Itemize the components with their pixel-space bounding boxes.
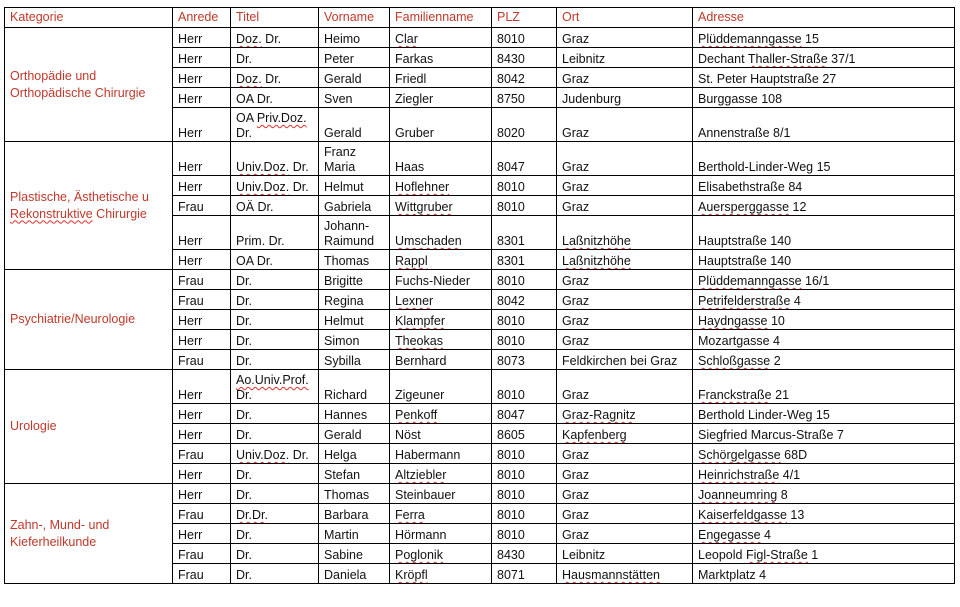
- cell-familienname: Friedl: [390, 68, 492, 88]
- cell-adresse: Joanneumring 8: [693, 484, 955, 504]
- cell-vorname: Regina: [319, 290, 390, 310]
- spellcheck-word: Auersperggasse: [698, 200, 790, 214]
- cell-titel: Dr.: [231, 404, 319, 424]
- cell-ort: Graz: [557, 196, 693, 216]
- spellcheck-word: Thaller-Straße: [747, 52, 828, 66]
- spellcheck-word: Poglonik: [395, 548, 443, 562]
- cell-adresse: Dechant Thaller-Straße 37/1: [693, 48, 955, 68]
- cell-vorname: Gerald: [319, 108, 390, 142]
- cell-ort: Graz: [557, 290, 693, 310]
- cell-vorname: Heimo: [319, 28, 390, 48]
- cell-titel: Doz. Dr.: [231, 28, 319, 48]
- cell-titel: Dr.: [231, 48, 319, 68]
- cell-anrede: Frau: [173, 270, 231, 290]
- cell-familienname: [390, 250, 492, 270]
- cell-ort: [557, 564, 693, 584]
- cell-plz: 8301: [492, 250, 557, 270]
- spellcheck-word: Priv.Doz.: [256, 111, 307, 125]
- cell-familienname: Fuchs-Nieder: [390, 270, 492, 290]
- header-ort: Ort: [557, 8, 693, 28]
- cell-anrede: Herr: [173, 28, 231, 48]
- spellcheck-word: Schörgelgasse: [698, 448, 781, 462]
- header-kategorie: Kategorie: [5, 8, 173, 28]
- category-cell: Zahn-, Mund- und Kieferheilkunde: [5, 484, 173, 584]
- cell-anrede: Herr: [173, 250, 231, 270]
- cell-plz: 8010: [492, 484, 557, 504]
- cell-anrede: Herr: [173, 484, 231, 504]
- spellcheck-word: Doz.: [236, 72, 262, 86]
- spellcheck-word: Laßnitzhöhe: [562, 254, 631, 268]
- doctors-table: [4, 7, 955, 584]
- cell-ort: Graz: [557, 484, 693, 504]
- cell-adresse: Franckstraße 21: [693, 370, 955, 404]
- spellcheck-word: Laßnitzhöhe: [562, 234, 631, 248]
- cell-familienname: [390, 28, 492, 48]
- cell-adresse: Burggasse 108: [693, 88, 955, 108]
- cell-adresse: Schloßgasse 2: [693, 350, 955, 370]
- cell-anrede: Herr: [173, 88, 231, 108]
- cell-familienname: Hörmann: [390, 524, 492, 544]
- cell-familienname: [390, 464, 492, 484]
- header-plz: PLZ: [492, 8, 557, 28]
- cell-familienname: [390, 564, 492, 584]
- cell-titel: Dr.: [231, 350, 319, 370]
- spellcheck-word: Ferra: [395, 508, 425, 522]
- cell-titel: Dr.: [231, 544, 319, 564]
- cell-familienname: [390, 404, 492, 424]
- cell-vorname: Sven: [319, 88, 390, 108]
- cell-adresse: Heinrichstraße 4/1: [693, 464, 955, 484]
- cell-ort: [557, 404, 693, 424]
- cell-titel: Doz. Dr.: [231, 68, 319, 88]
- cell-plz: 8430: [492, 48, 557, 68]
- cell-titel: Univ.Doz. Dr.: [231, 176, 319, 196]
- cell-adresse: Marktplatz 4: [693, 564, 955, 584]
- cell-adresse: Petrifelderstraße 4: [693, 290, 955, 310]
- cell-titel: Ao.Univ.Prof. Dr.: [231, 370, 319, 404]
- cell-adresse: Berthold Linder-Weg 15: [693, 404, 955, 424]
- cell-familienname: Habermann: [390, 444, 492, 464]
- cell-vorname: Thomas: [319, 250, 390, 270]
- cell-ort: Graz: [557, 504, 693, 524]
- cell-anrede: Herr: [173, 370, 231, 404]
- header-anrede: Anrede: [173, 8, 231, 28]
- spellcheck-word: Altziebler: [395, 468, 447, 482]
- cell-titel: OÄ Dr.: [231, 196, 319, 216]
- spellcheck-word: Joanneumring: [698, 488, 778, 502]
- cell-ort: Leibnitz: [557, 544, 693, 564]
- cell-familienname: Gruber: [390, 108, 492, 142]
- spellcheck-word: Lexner: [395, 294, 434, 308]
- cell-ort: Graz: [557, 28, 693, 48]
- spellcheck-word: Hoflehner: [395, 180, 450, 194]
- cell-plz: 8042: [492, 290, 557, 310]
- table-row: [5, 142, 955, 176]
- cell-familienname: [390, 330, 492, 350]
- cell-anrede: Frau: [173, 504, 231, 524]
- cell-plz: 8047: [492, 404, 557, 424]
- cell-titel: Dr.: [231, 290, 319, 310]
- cell-vorname: Gabriela: [319, 196, 390, 216]
- spellcheck-word: Petrifelderstraße: [698, 294, 791, 308]
- cell-anrede: Herr: [173, 216, 231, 250]
- cell-anrede: Herr: [173, 68, 231, 88]
- cell-titel: Dr.: [231, 564, 319, 584]
- header-adresse: Adresse: [693, 8, 955, 28]
- spellcheck-word: Franckstraße: [698, 388, 772, 402]
- cell-plz: 8010: [492, 464, 557, 484]
- cell-vorname: Brigitte: [319, 270, 390, 290]
- spellcheck-word: Haydngasse: [698, 314, 768, 328]
- cell-anrede: Frau: [173, 350, 231, 370]
- cell-anrede: Herr: [173, 176, 231, 196]
- header-row: [5, 8, 955, 28]
- category-cell: Plastische, Ästhetische u Rekonstruktive Chirurgie: [5, 142, 173, 270]
- cell-adresse: Haydngasse 10: [693, 310, 955, 330]
- cell-plz: 8047: [492, 142, 557, 176]
- cell-ort: Leibnitz: [557, 48, 693, 68]
- spellcheck-word: Engegasse: [698, 528, 761, 542]
- cell-ort: Graz: [557, 142, 693, 176]
- cell-adresse: Annenstraße 8/1: [693, 108, 955, 142]
- cell-plz: 8010: [492, 370, 557, 404]
- cell-plz: 8750: [492, 88, 557, 108]
- cell-familienname: Nöst: [390, 424, 492, 444]
- cell-titel: OA Priv.Doz. Dr.: [231, 108, 319, 142]
- cell-titel: OA Dr.: [231, 250, 319, 270]
- spellcheck-word: Univ.Doz.: [236, 160, 290, 174]
- cell-vorname: Sabine: [319, 544, 390, 564]
- cell-familienname: [390, 196, 492, 216]
- cell-ort: Graz: [557, 108, 693, 142]
- header-titel: Titel: [231, 8, 319, 28]
- cell-familienname: Ziegler: [390, 88, 492, 108]
- cell-vorname: Johann-Raimund: [319, 216, 390, 250]
- spellcheck-word: Klampfer: [395, 314, 446, 328]
- spellcheck-word: Umschaden: [395, 234, 462, 248]
- cell-adresse: Engegasse 4: [693, 524, 955, 544]
- cell-anrede: Herr: [173, 142, 231, 176]
- table-row: [5, 28, 955, 48]
- cell-vorname: Gerald: [319, 68, 390, 88]
- cell-anrede: Frau: [173, 444, 231, 464]
- cell-anrede: Herr: [173, 404, 231, 424]
- cell-ort: Feldkirchen bei Graz: [557, 350, 693, 370]
- table-row: [5, 484, 955, 504]
- cell-familienname: Farkas: [390, 48, 492, 68]
- header-familienname: Familienname: [390, 8, 492, 28]
- cell-titel: Dr.: [231, 330, 319, 350]
- cell-anrede: Herr: [173, 424, 231, 444]
- spellcheck-word: Hausmannstätten: [562, 568, 660, 582]
- cell-vorname: Franz Maria: [319, 142, 390, 176]
- spellcheck-word: Dr.Dr.: [236, 508, 268, 522]
- cell-vorname: Helmut: [319, 310, 390, 330]
- cell-anrede: Herr: [173, 48, 231, 68]
- cell-adresse: Hauptstraße 140: [693, 216, 955, 250]
- cell-familienname: [390, 216, 492, 250]
- cell-plz: 8301: [492, 216, 557, 250]
- cell-familienname: [390, 176, 492, 196]
- cell-ort: Graz: [557, 270, 693, 290]
- cell-adresse: Schörgelgasse 68D: [693, 444, 955, 464]
- cell-familienname: Zigeuner: [390, 370, 492, 404]
- cell-ort: [557, 250, 693, 270]
- cell-adresse: Elisabethstraße 84: [693, 176, 955, 196]
- cell-vorname: Thomas: [319, 484, 390, 504]
- spellcheck-word: Univ.Doz.: [236, 180, 290, 194]
- cell-ort: Graz: [557, 464, 693, 484]
- cell-titel: Dr.: [231, 464, 319, 484]
- cell-adresse: Hauptstraße 140: [693, 250, 955, 270]
- cell-familienname: Bernhard: [390, 350, 492, 370]
- spellcheck-word: Kaiserfeldgasse: [698, 508, 787, 522]
- spellcheck-word: Schloßgasse: [698, 354, 771, 368]
- cell-vorname: Stefan: [319, 464, 390, 484]
- cell-titel: Dr.: [231, 310, 319, 330]
- cell-anrede: Frau: [173, 564, 231, 584]
- cell-plz: 8010: [492, 270, 557, 290]
- cell-plz: 8010: [492, 330, 557, 350]
- cell-anrede: Herr: [173, 464, 231, 484]
- cell-titel: Univ.Doz. Dr.: [231, 142, 319, 176]
- category-cell: Orthopädie und Orthopädische Chirurgie: [5, 28, 173, 142]
- table-row: [5, 370, 955, 404]
- cell-plz: 8010: [492, 310, 557, 330]
- header-vorname: Vorname: [319, 8, 390, 28]
- cell-ort: Graz: [557, 524, 693, 544]
- cell-titel: Dr.: [231, 424, 319, 444]
- cell-plz: 8010: [492, 524, 557, 544]
- cell-titel: Dr.: [231, 484, 319, 504]
- cell-vorname: Martin: [319, 524, 390, 544]
- cell-titel: Dr.: [231, 524, 319, 544]
- cell-familienname: [390, 544, 492, 564]
- spellcheck-word: Heinrichstraße: [698, 468, 780, 482]
- cell-familienname: Steinbauer: [390, 484, 492, 504]
- table-row: [5, 270, 955, 290]
- cell-anrede: Herr: [173, 108, 231, 142]
- cell-ort: Graz: [557, 176, 693, 196]
- cell-ort: Graz: [557, 370, 693, 404]
- cell-titel: Dr.: [231, 270, 319, 290]
- spellcheck-word: Rappl: [395, 254, 428, 268]
- cell-plz: 8020: [492, 108, 557, 142]
- cell-adresse: Leopold Figl-Straße 1: [693, 544, 955, 564]
- cell-vorname: Peter: [319, 48, 390, 68]
- cell-titel: [231, 504, 319, 524]
- cell-plz: 8042: [492, 68, 557, 88]
- cell-plz: 8430: [492, 544, 557, 564]
- cell-adresse: Auersperggasse 12: [693, 196, 955, 216]
- cell-ort: Graz: [557, 68, 693, 88]
- cell-anrede: Frau: [173, 544, 231, 564]
- cell-vorname: Helga: [319, 444, 390, 464]
- cell-vorname: Hannes: [319, 404, 390, 424]
- spellcheck-word: Rekonstruktive: [10, 206, 93, 221]
- spellcheck-word: Graz-Ragnitz: [562, 408, 636, 422]
- cell-adresse: St. Peter Hauptstraße 27: [693, 68, 955, 88]
- cell-vorname: Barbara: [319, 504, 390, 524]
- spellcheck-word: Wittgruber: [395, 200, 453, 214]
- spellcheck-word: Plüddemanngasse: [698, 32, 802, 46]
- cell-plz: 8010: [492, 444, 557, 464]
- category-cell: Psychiatrie/Neurologie: [5, 270, 173, 370]
- cell-plz: 8010: [492, 176, 557, 196]
- cell-familienname: [390, 290, 492, 310]
- cell-familienname: [390, 504, 492, 524]
- cell-anrede: Herr: [173, 330, 231, 350]
- cell-plz: 8010: [492, 28, 557, 48]
- cell-titel: Prim. Dr.: [231, 216, 319, 250]
- cell-adresse: Mozartgasse 4: [693, 330, 955, 350]
- spellcheck-word: Theokas: [395, 334, 443, 348]
- category-cell: Urologie: [5, 370, 173, 484]
- spellcheck-word: Plüddemanngasse: [698, 274, 802, 288]
- spellcheck-word: Kapfenberg: [562, 428, 627, 442]
- cell-vorname: Simon: [319, 330, 390, 350]
- spellcheck-word: Ao.Univ.Prof.: [236, 373, 309, 387]
- cell-plz: 8071: [492, 564, 557, 584]
- cell-vorname: Gerald: [319, 424, 390, 444]
- cell-ort: [557, 424, 693, 444]
- spellcheck-word: Figl-Straße: [745, 548, 808, 562]
- cell-ort: Graz: [557, 310, 693, 330]
- cell-plz: 8605: [492, 424, 557, 444]
- cell-titel: OA Dr.: [231, 88, 319, 108]
- cell-plz: 8073: [492, 350, 557, 370]
- spellcheck-word: Univ.Doz.: [236, 448, 290, 462]
- spellcheck-word: Doz.: [236, 32, 262, 46]
- cell-adresse: Plüddemanngasse 15: [693, 28, 955, 48]
- spellcheck-word: Clar: [395, 32, 418, 46]
- cell-anrede: Frau: [173, 196, 231, 216]
- cell-vorname: Sybilla: [319, 350, 390, 370]
- cell-adresse: Plüddemanngasse 16/1: [693, 270, 955, 290]
- cell-vorname: Helmut: [319, 176, 390, 196]
- spellcheck-word: Kröpfl: [395, 568, 428, 582]
- table-body: [5, 28, 955, 584]
- cell-ort: [557, 216, 693, 250]
- cell-ort: Judenburg: [557, 88, 693, 108]
- cell-adresse: Berthold-Linder-Weg 15: [693, 142, 955, 176]
- cell-ort: Graz: [557, 444, 693, 464]
- cell-titel: Univ.Doz. Dr.: [231, 444, 319, 464]
- cell-plz: 8010: [492, 196, 557, 216]
- cell-plz: 8010: [492, 504, 557, 524]
- cell-familienname: Haas: [390, 142, 492, 176]
- cell-vorname: Daniela: [319, 564, 390, 584]
- cell-anrede: Herr: [173, 524, 231, 544]
- cell-ort: Graz: [557, 330, 693, 350]
- spellcheck-word: Penkoff: [395, 408, 438, 422]
- cell-adresse: Siegfried Marcus-Straße 7: [693, 424, 955, 444]
- cell-adresse: Kaiserfeldgasse 13: [693, 504, 955, 524]
- cell-anrede: Herr: [173, 310, 231, 330]
- cell-familienname: [390, 310, 492, 330]
- cell-anrede: Frau: [173, 290, 231, 310]
- cell-vorname: Richard: [319, 370, 390, 404]
